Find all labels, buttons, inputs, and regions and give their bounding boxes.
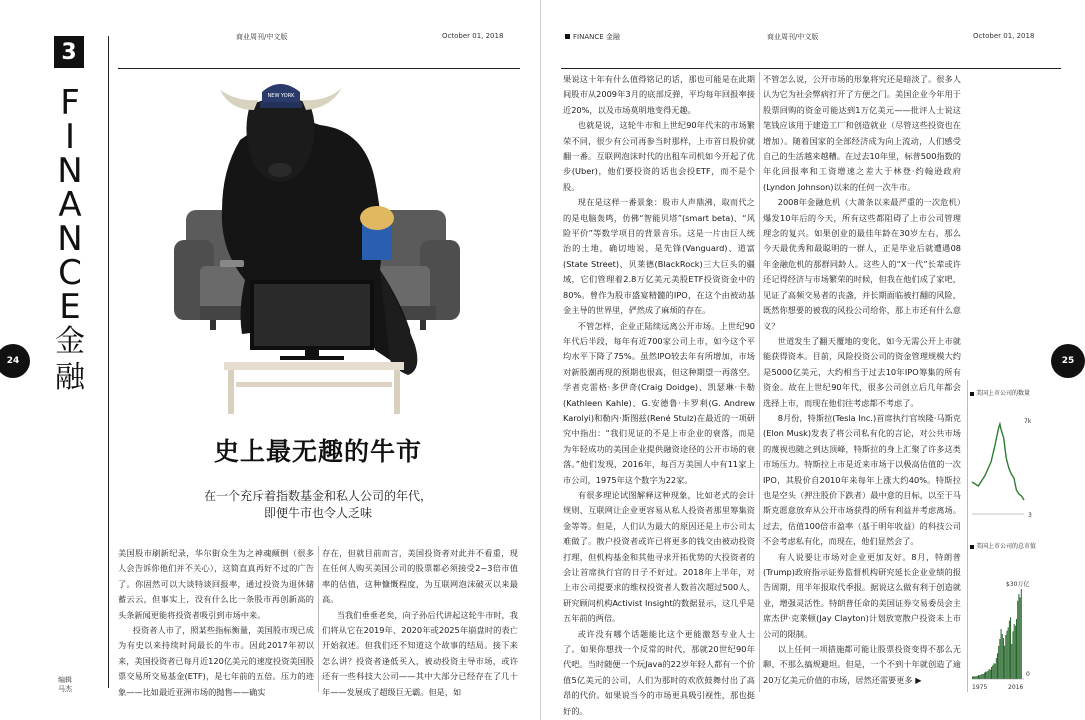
square-icon <box>970 545 974 549</box>
paragraph: 不管怎么说，公开市场的形象将究还是暗淡了。很多人认为它为社会弊病打开了方便之门。美国企业今年用于股票回购的资金可能达到1万亿美元——批评人士说这笔钱应该用于建造工厂和创造就业（尽管这些投资也在增加）。随着国家的全部经济成为向上流动，人们感受自己的生活越来越糟。在过去10年里，标普500指数的年化回报率和工资增速之差大于林登·约翰逊政府(Lyndon Johnson)以来的任何一次牛市。 <box>763 74 961 192</box>
y-axis-bottom-label: 0 <box>1026 671 1030 678</box>
header-rule <box>118 68 520 69</box>
bar <box>1008 627 1009 679</box>
paragraph: 果说这十年有什么值得铭记的话，那也可能是在此期间股市从2009年3月的底部反弹，平均每年回报率接近20%，以及市场莫明地变得无趣。 <box>563 74 755 115</box>
chart-divider <box>967 380 968 692</box>
section-cn-char: 金 <box>55 324 85 359</box>
chart-title <box>970 390 1032 398</box>
bar <box>979 675 980 679</box>
header-publication: 商业周刊/中文版 <box>767 33 819 41</box>
square-icon <box>565 34 570 39</box>
chapter-number: 3 <box>54 36 84 68</box>
paragraph: 不管怎样，企业正陆续远离公开市场。上世纪90年代后半段，每年有近700家公司上市，如今这个平均水平下降了75%。虽然IPO较去年有所增加，市场对新股潮再现的预期也很高，但这种期望一再落空。学者克雷格·多伊奇(Craig Doidge)、凯瑟琳·卡勒(Kathleen Kahle)、G.安德鲁·卡罗利(G. Andrew Karolyi)和勒内·斯图兹(René Stulz)在最近的一项研究中指出：“我们见证的不是上市企业的衰落，而是为年轻成功的美国企业提供融资途径的公开市场的衰落。”他们发现，2016年，每百万美国人中有11家上市公司，1975年这个数字为22家。 <box>563 320 755 485</box>
bar <box>1011 644 1012 679</box>
paragraph: 当我们垂垂老矣，向子孙后代讲起这轮牛市时，我们将从它在2019年、2020年或2025年崩盘时的表亡开始叙述。但我们还不知道这个故事的结局。接下来怎么讲？投资者逢低买入，被动投资主导市场，或许还有一些科技大公司——其中大部分已经存在了几十年——发展成了超级巨无霸。但是，如 <box>322 609 518 697</box>
chart-listed-companies <box>970 390 1032 530</box>
section-letter: C <box>58 253 82 293</box>
bar <box>987 671 988 679</box>
chart-market-cap <box>970 543 1037 703</box>
bar <box>1010 617 1011 679</box>
bar <box>978 675 979 679</box>
paragraph: 现在是这样一番景象：股市人声鼎沸，取而代之的是电脑轰鸣，仿佛“智能贝塔”(smart beta)、“风险平价”等数学项目的背景音乐。这是一片由巨人统治的土地，确切地说，是先锋(Vanguard)、道富(State Street)、贝莱德(BlackRock)三大巨头的疆域，它们管理着2.8万亿美元美股ETF投资资金中的80%。曾作为股市盛宴精髓的IPO，在这个由被动基金主导的世界里，俨然成了麻烦的存在。 <box>563 197 755 316</box>
bar <box>996 658 997 679</box>
bar <box>982 674 983 679</box>
bar <box>977 676 978 679</box>
bar <box>1001 629 1002 679</box>
bar <box>999 639 1000 679</box>
subheadline <box>118 488 518 522</box>
paragraph: 或许没有哪个话题能比这个更能激怒专业人士了。如果你想找一个反常的时代，那就20世纪90年代吧。当时随便一个玩Java的22岁年轻人都有一个价值5亿美元的公司，人们为那时的欢欣鼓舞付出了高昂的代价。如果说当今的市场更具吸引视性，那也挺好的。 <box>563 628 755 716</box>
y-axis-top-label: $30万亿 <box>1006 581 1030 588</box>
bar <box>1020 597 1021 679</box>
section-letter: I <box>64 117 76 157</box>
bar <box>976 676 977 679</box>
bar-chart <box>970 555 1032 689</box>
bar <box>983 674 984 679</box>
bar <box>1014 624 1015 679</box>
section-letter: E <box>59 287 81 327</box>
paragraph: 投资者人市了，照某些指标衡量，美国股市现已成为有史以来持续时间最长的牛市。因此2017年初以来，美国投资者已每月近120亿美元的速度投资美国股票交易所交易基金(ETF)，是七年前的五倍。压力的迹象——比如最近亚洲市场的抛售——确实 <box>118 625 314 697</box>
section-vertical-title <box>50 83 90 396</box>
bar <box>980 675 981 679</box>
page-number: 25 <box>1051 344 1085 378</box>
bar <box>1018 594 1019 679</box>
column-divider <box>318 546 319 692</box>
bar <box>1012 631 1013 679</box>
article-column <box>563 72 755 716</box>
tv-table-illustration <box>224 362 404 414</box>
cap-text: NEW YORK <box>267 93 295 99</box>
header-section <box>565 32 620 42</box>
bar <box>1002 634 1003 679</box>
section-cn-char: 融 <box>55 360 85 395</box>
section-letter: N <box>57 219 83 259</box>
header-date: October 01, 2018 <box>442 32 504 40</box>
bar <box>990 670 991 679</box>
bar <box>986 672 987 679</box>
bar <box>1005 635 1006 679</box>
header-section-label: FINANCE 金融 <box>573 33 620 41</box>
section-letter: N <box>57 151 83 191</box>
x-axis-start-label: 1975 <box>972 684 988 691</box>
bar <box>985 672 986 679</box>
paragraph: 有人说要让市场对企业更加友好。8月，特朗普(Trump)政府指示证券监督机构研究延长企业业绩的报告周期，用半年报取代季报。据说这么做有利于创造就业，增强灵活性。特朗普任命的美国证券交易委员会主席杰伊·克莱顿(Jay Clayton)计划放宽散户投资未上市公司的限制。 <box>763 551 961 639</box>
left-page <box>0 0 540 720</box>
line-chart <box>970 404 1032 524</box>
bar <box>973 676 974 679</box>
chart-title-text: 美国上市公司的总市值 <box>976 543 1037 550</box>
section-letter: A <box>58 185 82 225</box>
paragraph: 以上任何一项措施都可能让股票投资变得不那么无聊、不那么搞规避坦。但是，一个不到十年就创造了逾20万亿美元价值的市场，居然还需要更多 ▶ <box>763 644 961 685</box>
bull-illustration <box>150 70 490 430</box>
bar <box>1021 589 1022 679</box>
tv-illustration <box>250 280 374 360</box>
y-axis-bottom-label: 3 <box>1028 512 1032 519</box>
square-icon <box>970 392 974 396</box>
bar <box>991 667 992 679</box>
paragraph: 世道发生了翻天覆地的变化，如今无需公开上市就能获得资本。目前，风险投资公司的资金管理规模大约是5000亿美元，大约相当于过去10年IPO筹集的所有资金。故在上世纪90年代，很多公司创立后几年都会选择上市，而现在他们往考虑都不考虑了。 <box>763 335 961 408</box>
bar <box>972 677 973 679</box>
bar <box>974 676 975 679</box>
chart-title-text: 美国上市公司的数量 <box>976 390 1031 397</box>
bar <box>1003 638 1004 679</box>
bar <box>1007 631 1008 679</box>
header-rule <box>561 68 1061 69</box>
bar <box>984 673 985 679</box>
section-letter: F <box>60 83 80 123</box>
column-divider <box>759 72 760 692</box>
chart-title <box>970 543 1037 551</box>
paragraph: 2008年金融危机（大萧条以来最严重的一次危机）爆发10年后的今天，所有这些都阻碍了上市公司管理理念的复兴。如果创业的最佳年龄在30岁左右，那么今天最优秀和最聪明的一群人，正是毕业后就遭遇08年金融危机的那群同龄人。这些人的“X一代”长辈或许还记得经济与市场繁荣的时候，但我在他们成了家吧，见证了高频交易者的丧盏，并长期面临被打翻的风险，既然你想要的被我的风投公司给你，那上市还有什么意义？ <box>763 197 961 331</box>
bar <box>1004 646 1005 679</box>
subhead-line: 在一个充斥着指数基金和私人公司的年代， <box>203 489 432 503</box>
paragraph: 有很多理论试图解释这种现象，比如老式的会计规则、互联网让企业更容易从私人投资者那里筹集资金等等。但是，人们认为最大的原因还是上市公司太难做了。散户投资者或许已将更多的钱交由被动投资打理，但机构基金和其他寻求开拓优势的大投资者的会让首席执行官的日子不好过。2018年上半年，对上市公司提要求的维权投资者人数首次超过500人，研究顾问机构Activist Insight的数据显示，这几乎是五年前的两倍。 <box>563 489 755 624</box>
bar <box>992 665 993 679</box>
bar <box>998 646 999 679</box>
editor-label: 编辑 <box>58 676 72 684</box>
editor-credit <box>58 676 72 694</box>
headline: 史上最无趣的牛市 <box>213 437 422 466</box>
series-line <box>972 424 1024 500</box>
y-axis-top-label: 7k <box>1024 418 1032 425</box>
paragraph: 存在，但就目前而言，美国投资者对此并不看重，现在任何人购买美国公司的股票都必须接受2~3倍市值率的估值，这种慷慨程度，为互联网泡沫破灭以来最高。 <box>322 548 518 605</box>
bar <box>1016 619 1017 679</box>
header-publication: 商业周刊/中文版 <box>236 33 288 41</box>
paragraph: 美国股市刷新纪录，华尔街众生为之神魂颠倒（很多人会告诉你他们并不关心），这简直真再好不过的广告了。你固然可以大谈特谈回报率，通过投资为退休储蓄云云，但事实上，没有什么比一条股市再创新高的头条新闻更能将投资者吸引到市场中来。 <box>118 548 314 620</box>
bar <box>1015 626 1016 679</box>
page-number: 24 <box>0 344 30 378</box>
article-column <box>118 546 314 697</box>
side-divider <box>108 36 109 688</box>
article-column <box>763 72 961 694</box>
article-column <box>322 546 518 697</box>
paragraph: 8月份，特斯拉(Tesla Inc.)首席执行官埃隆·马斯克(Elon Musk)发表了将公司私有化的言论，对公共市场的蔑视也随之到达顶峰，特斯拉的身上汇聚了许多这类市场压力。特斯拉上市是近来市场于以极高估值的一次IPO，其股价自2010年来每年上涨大约40%。特斯拉也是空头（押注股价下跌者）最中意的目标，以至于马斯克愿意放弃从公开市场获得的所有利益并考虑离场。过去，估值100倍市盈率（基于明年收益）的科技公司不会考虑私有化，而现在，他们显然会了。 <box>763 412 961 547</box>
paragraph: 也就是说，这轮牛市和上世纪90年代末的市场繁荣不同，很少有公司再参当时那样，上市首日股价就翻一番。互联网泡沫时代的出租车司机如今开起了优步(Uber)，他们要投资的话也会投ETF，而不是个股。 <box>563 120 755 192</box>
bar <box>995 664 996 679</box>
bar <box>989 669 990 679</box>
bar <box>993 663 994 679</box>
bar <box>1009 621 1010 679</box>
bar <box>1017 601 1018 679</box>
header-date: October 01, 2018 <box>973 32 1035 40</box>
bar <box>997 653 998 679</box>
x-axis-end-label: 2016 <box>1008 684 1024 691</box>
subhead-line: 即便牛市也令人乏味 <box>263 506 372 520</box>
editor-name: 马杰 <box>58 685 72 693</box>
